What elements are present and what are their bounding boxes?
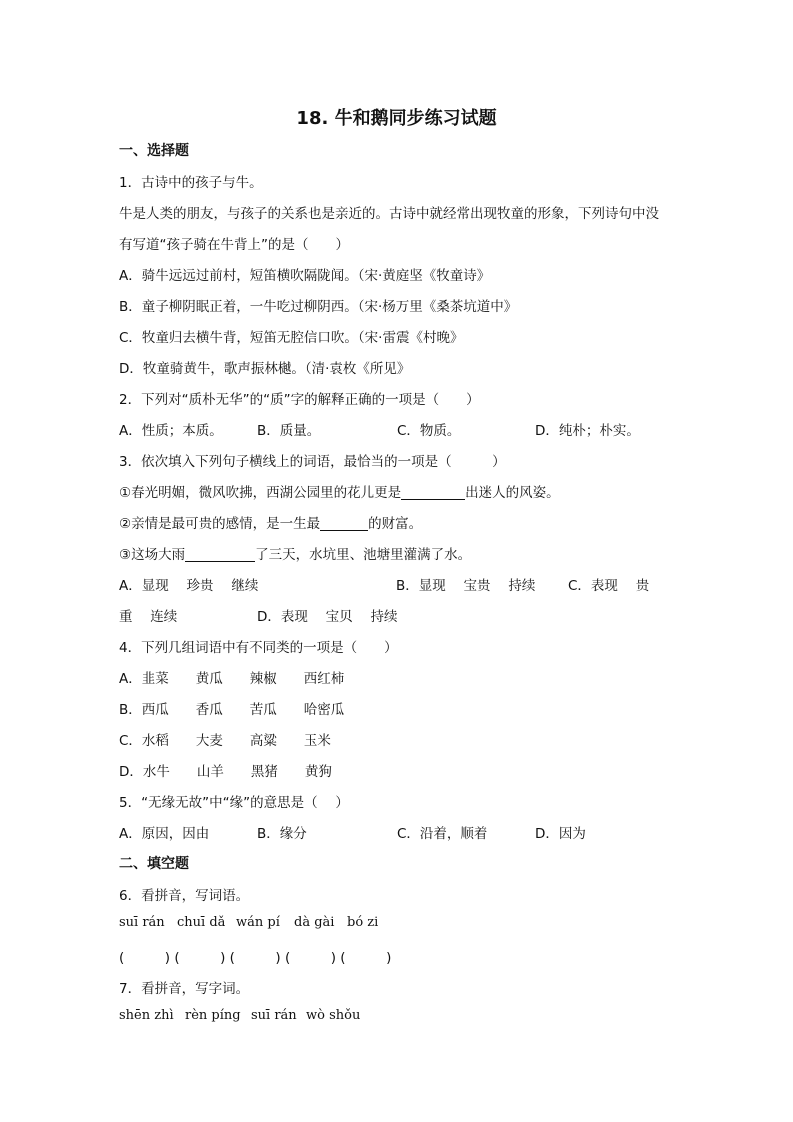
question-2-option-c: C．物质。 xyxy=(397,423,461,439)
question-3-sentence-3 xyxy=(119,543,471,563)
sentence-3-text-after: 了三天，水坑里、池塘里灌满了水。 xyxy=(255,547,472,563)
question-3-sentence-1 xyxy=(119,481,560,501)
pinyin-item: rèn píng xyxy=(185,1008,241,1023)
answer-blank-1[interactable] xyxy=(401,485,465,500)
question-6-stem: 6．看拼音，写词语。 xyxy=(119,888,250,904)
question-3-option-b: B．显现 宝贵 持续 xyxy=(396,578,536,594)
question-5-option-c: C．沿着，顺着 xyxy=(397,826,488,842)
question-3-stem: 3．依次填入下列句子横线上的词语，最恰当的一项是（ ） xyxy=(119,454,506,470)
question-5-options xyxy=(119,822,586,842)
question-5-option-d: D．因为 xyxy=(535,826,586,842)
question-1-option-a: A．骑牛远远过前村，短笛横吹隔陇闻。（宋·黄庭坚《牧童诗》 xyxy=(119,268,491,284)
question-2-option-a: A．性质；本质。 xyxy=(119,423,223,439)
question-3-options-row-2 xyxy=(119,605,397,625)
sentence-1-text-after: 出迷人的风姿。 xyxy=(465,485,560,501)
section-heading-fill: 二、填空题 xyxy=(119,856,189,872)
question-6-pinyin-row xyxy=(119,915,378,930)
question-2-option-b: B．质量。 xyxy=(257,423,321,439)
question-1-option-b: B．童子柳阴眠正着，一牛吃过柳阴西。（宋·杨万里《桑茶坑道中》 xyxy=(119,299,518,315)
section-heading-choice: 一、选择题 xyxy=(119,143,189,159)
question-5-stem: 5．“无缘无故”中“缘”的意思是（ ） xyxy=(119,795,349,811)
question-2-stem: 2．下列对“质朴无华”的“质”字的解释正确的一项是（ ） xyxy=(119,392,480,408)
question-3-option-a: A．显现 珍贵 继续 xyxy=(119,578,259,594)
sentence-3-text-before: ③这场大雨 xyxy=(119,547,186,563)
question-3-option-d: D．表现 宝贝 持续 xyxy=(257,609,398,625)
question-3-option-c-continued: 重 连续 xyxy=(119,609,178,625)
question-1-option-c: C．牧童归去横牛背，短笛无腔信口吹。（宋·雷震《村晚》 xyxy=(119,330,464,346)
sentence-2-text-after: 的财富。 xyxy=(368,516,423,532)
question-4-option-b: B．西瓜 香瓜 苦瓜 哈密瓜 xyxy=(119,702,345,718)
page-title: 18. 牛和鹅同步练习试题 xyxy=(296,108,497,129)
question-1-intro: 牛是人类的朋友，与孩子的关系也是亲近的。古诗中就经常出现牧童的形象，下列诗句中没 xyxy=(119,206,659,222)
sentence-1-text-before: ①春光明媚，微风吹拂，西湖公园里的花儿更是 xyxy=(119,485,402,501)
pinyin-item: bó zi xyxy=(347,915,379,930)
question-4-option-c: C．水稻 大麦 高粱 玉米 xyxy=(119,733,331,749)
pinyin-item: wán pí xyxy=(236,915,280,930)
question-4-option-d: D．水牛 山羊 黑猪 黄狗 xyxy=(119,764,332,780)
pinyin-item: wò shǒu xyxy=(306,1008,361,1023)
pinyin-item: suī rán xyxy=(251,1008,297,1023)
question-1-intro-continued: 有写道“孩子骑在牛背上”的是（ ） xyxy=(119,237,349,253)
question-3-sentence-2 xyxy=(119,512,422,532)
question-2-options xyxy=(119,419,640,439)
question-3-option-c: C．表现 贵 xyxy=(568,578,650,594)
question-1-option-d: D．牧童骑黄牛，歌声振林樾。（清·袁枚《所见》 xyxy=(119,361,411,377)
question-4-option-a: A．韭菜 黄瓜 辣椒 西红柿 xyxy=(119,671,345,687)
pinyin-item: chuī dǎ xyxy=(177,915,226,930)
pinyin-item: shēn zhì xyxy=(119,1008,174,1023)
question-5-option-b: B．缘分 xyxy=(257,826,307,842)
question-3-options-row-1 xyxy=(119,574,649,594)
pinyin-item: suī rán xyxy=(119,915,165,930)
answer-blank-3[interactable] xyxy=(185,547,255,562)
pinyin-item: dà gài xyxy=(294,915,335,930)
question-4-stem: 4．下列几组词语中有不同类的一项是（ ） xyxy=(119,640,398,656)
question-6-answer-brackets[interactable]: ( ) ( ) ( ) ( ) ( ) xyxy=(119,950,392,966)
question-7-pinyin-row xyxy=(119,1008,360,1023)
question-7-stem: 7．看拼音，写字词。 xyxy=(119,981,250,997)
sentence-2-text-before: ②亲情是最可贵的感情，是一生最 xyxy=(119,516,321,532)
question-1-stem: 1．古诗中的孩子与牛。 xyxy=(119,175,263,191)
question-5-option-a: A．原因，因由 xyxy=(119,826,210,842)
question-2-option-d: D．纯朴；朴实。 xyxy=(535,423,640,439)
answer-blank-2[interactable] xyxy=(320,516,368,531)
